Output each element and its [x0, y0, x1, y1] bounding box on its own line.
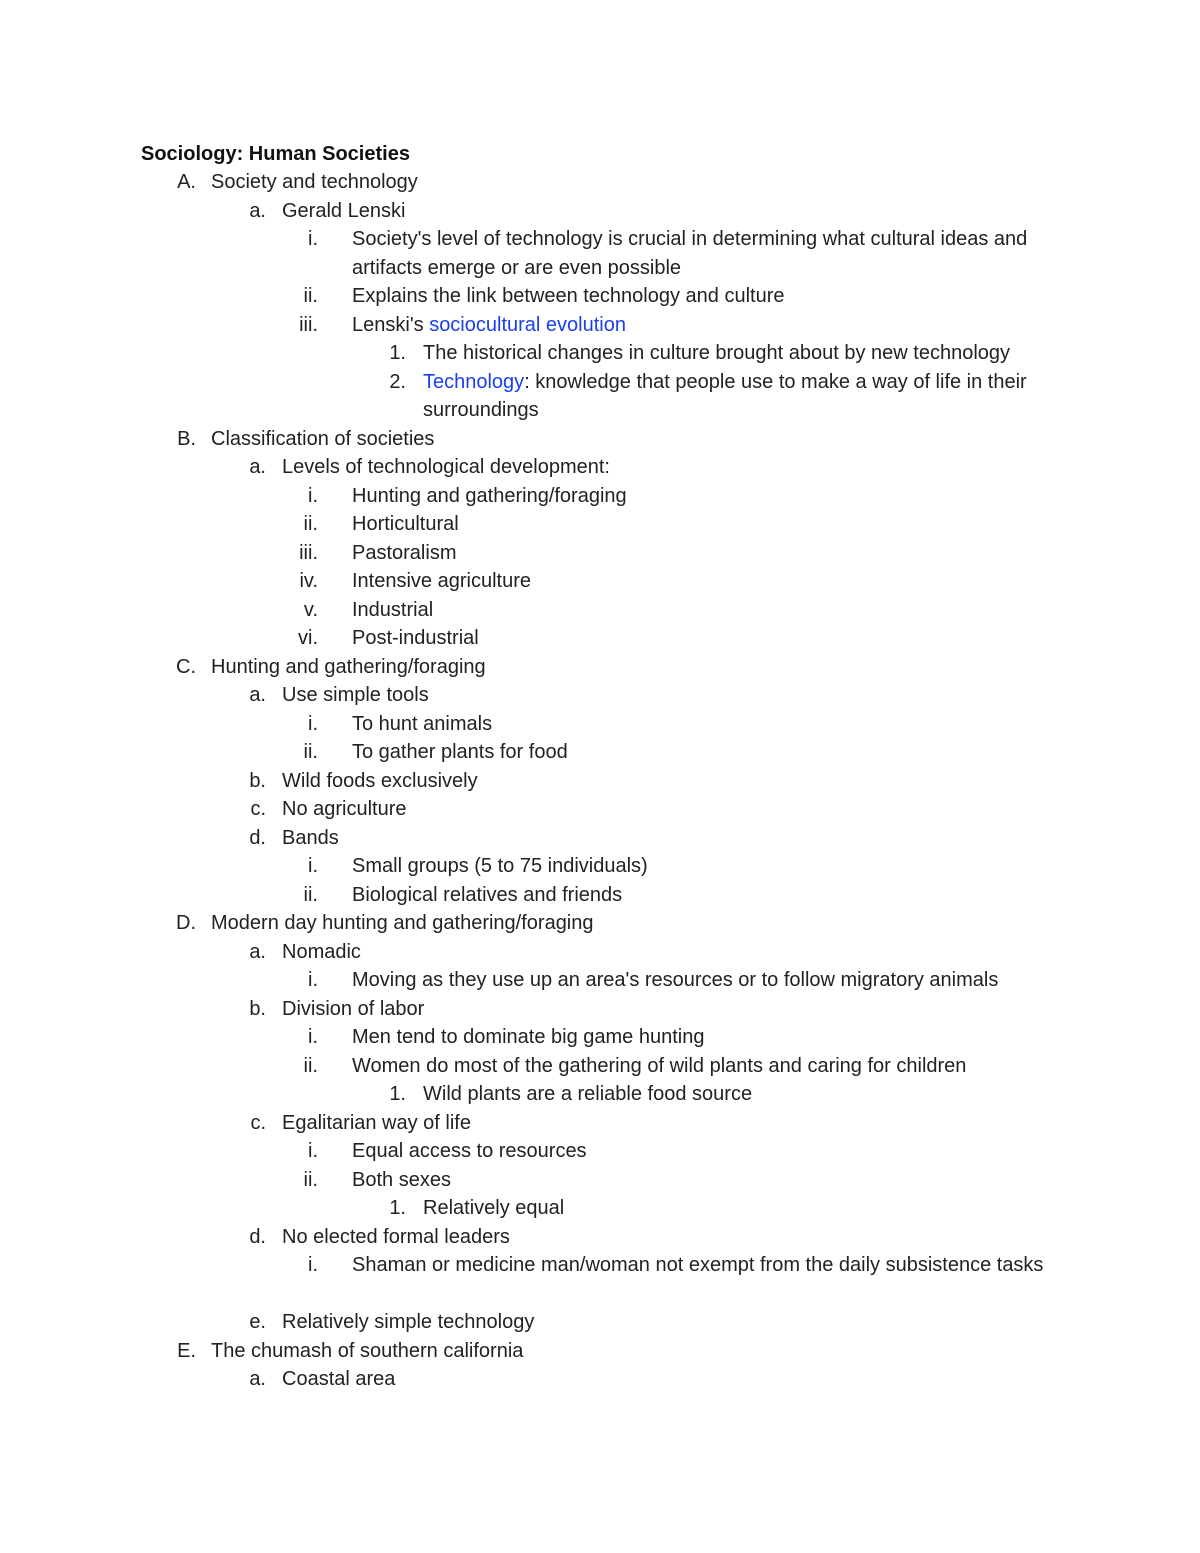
list-marker: ii. — [303, 513, 318, 535]
list-marker: a. — [249, 199, 266, 222]
outline-item — [0, 1109, 1200, 1138]
document-title: Sociology: Human Societies — [141, 143, 410, 165]
outline-item — [0, 852, 1200, 881]
list-marker: d. — [249, 1225, 266, 1248]
outline-item — [0, 453, 1200, 482]
list-marker: iv. — [299, 570, 318, 592]
list-marker: 1. — [389, 342, 406, 364]
list-marker: i. — [308, 969, 318, 991]
outline-item — [0, 339, 1200, 368]
outline-item — [0, 1080, 1200, 1109]
list-marker: iii. — [299, 541, 318, 564]
outline-item — [0, 225, 1200, 282]
outline-item — [0, 197, 1200, 226]
list-item-text: Shaman or medicine man/woman not exempt from the daily subsistence tasks — [352, 1254, 1044, 1276]
list-marker: D. — [176, 912, 196, 934]
list-marker: C. — [176, 655, 196, 678]
outline-item — [0, 510, 1200, 539]
list-item-text: Classification of societies — [211, 427, 435, 450]
outline-item — [0, 1137, 1200, 1166]
list-marker: B. — [177, 427, 196, 450]
list-marker: i. — [308, 228, 318, 250]
list-item-text: Horticultural — [352, 513, 459, 535]
list-marker: i. — [308, 855, 318, 877]
list-item-text: To gather plants for food — [352, 741, 568, 763]
outline-item — [0, 738, 1200, 767]
list-marker: A. — [177, 171, 196, 193]
outline-item — [0, 681, 1200, 710]
list-marker: i. — [308, 1026, 318, 1048]
list-marker: a. — [249, 1368, 266, 1390]
outline-item — [0, 282, 1200, 311]
list-item-text: Division of labor — [282, 997, 425, 1020]
list-marker: 1. — [389, 1083, 406, 1105]
list-item-text: Intensive agriculture — [352, 570, 531, 592]
list-item-text: Relatively simple technology — [282, 1311, 535, 1333]
list-item-text: Hunting and gathering/foraging — [211, 655, 486, 678]
outline-item — [0, 425, 1200, 454]
list-item-text: Nomadic — [282, 940, 361, 963]
list-item-text: Equal access to resources — [352, 1140, 587, 1162]
list-item-text: Pastoralism — [352, 541, 457, 564]
outline-item — [0, 1337, 1200, 1366]
list-marker: i. — [308, 1140, 318, 1162]
list-marker: ii. — [303, 1054, 318, 1077]
term-link[interactable]: sociocultural evolution — [429, 313, 626, 336]
list-item-text: Society's level of technology is crucial in determining what cultural ideas and artifacts emerge or are even possible — [352, 228, 1028, 279]
list-item-text: No agriculture — [282, 798, 407, 820]
list-marker: iii. — [299, 313, 318, 336]
outline-item — [0, 1308, 1200, 1337]
list-item-text: The chumash of southern california — [211, 1339, 524, 1362]
outline-item — [0, 1223, 1200, 1252]
list-marker: i. — [308, 484, 318, 507]
list-marker: E. — [177, 1339, 196, 1362]
list-item-text: Small groups (5 to 75 individuals) — [352, 855, 648, 877]
list-marker: ii. — [303, 285, 318, 307]
list-marker: 1. — [389, 1197, 406, 1219]
list-item-text: Both sexes — [352, 1168, 451, 1191]
list-marker: a. — [249, 684, 266, 706]
list-marker: e. — [249, 1311, 266, 1333]
list-item-text: The historical changes in culture brought about by new technology — [423, 342, 1011, 364]
list-item-text: Moving as they use up an area's resources or to follow migratory animals — [352, 969, 999, 991]
outline-item — [0, 1251, 1200, 1308]
list-marker: c. — [250, 1111, 266, 1134]
list-item-text: Levels of technological development: — [282, 456, 610, 478]
outline-item — [0, 909, 1200, 938]
outline-item — [0, 995, 1200, 1024]
list-item-text: Explains the link between technology and culture — [352, 285, 785, 307]
outline-item — [0, 710, 1200, 739]
outline-item — [0, 539, 1200, 568]
outline-item — [0, 311, 1200, 340]
term-link[interactable]: Technology — [423, 370, 525, 393]
list-marker: 2. — [389, 370, 406, 393]
outline-item — [0, 567, 1200, 596]
list-marker: a. — [249, 940, 266, 963]
outline-item — [0, 824, 1200, 853]
list-item-text: Men tend to dominate big game hunting — [352, 1026, 705, 1048]
list-item-text: Society and technology — [211, 171, 418, 193]
list-item-text: Egalitarian way of life — [282, 1111, 471, 1134]
list-marker: i. — [308, 1254, 318, 1276]
list-item-text: Biological relatives and friends — [352, 883, 623, 906]
list-item-text: Post-industrial — [352, 627, 479, 649]
list-item-text: Wild plants are a reliable food source — [423, 1083, 753, 1105]
list-item-text: Modern day hunting and gathering/foraging — [211, 912, 594, 934]
list-item-text: Bands — [282, 826, 339, 849]
outline-item — [0, 1194, 1200, 1223]
list-marker: a. — [249, 456, 266, 478]
list-item-text: Hunting and gathering/foraging — [352, 484, 627, 507]
outline-item — [0, 1365, 1200, 1394]
list-marker: b. — [249, 997, 266, 1020]
list-item-text — [352, 311, 1072, 340]
outline-item — [0, 1052, 1200, 1081]
outline-item — [0, 368, 1200, 425]
list-item-text: Use simple tools — [282, 684, 429, 706]
outline-item — [0, 1023, 1200, 1052]
list-item-text: Gerald Lenski — [282, 199, 406, 222]
outline-item — [0, 482, 1200, 511]
outline-item — [0, 596, 1200, 625]
list-marker: vi. — [298, 627, 318, 649]
list-item-text: Women do most of the gathering of wild plants and caring for children — [352, 1054, 967, 1077]
list-marker: c. — [250, 798, 266, 820]
outline-item — [0, 1166, 1200, 1195]
list-marker: ii. — [303, 1168, 318, 1191]
outline-item — [0, 795, 1200, 824]
list-marker: i. — [308, 712, 318, 735]
outline-item — [0, 624, 1200, 653]
text-before-link: Lenski's — [352, 313, 430, 336]
list-marker: v. — [303, 598, 318, 621]
list-marker: b. — [249, 769, 266, 792]
outline-item — [0, 767, 1200, 796]
list-item-text — [423, 368, 1073, 425]
list-marker: d. — [249, 826, 266, 849]
outline-item — [0, 168, 1200, 197]
list-item-text: Industrial — [352, 598, 434, 621]
text-after-link: : knowledge that people use to make a way of life in their surroundings — [423, 370, 1027, 421]
outline-item — [0, 966, 1200, 995]
outline-item — [0, 653, 1200, 682]
outline-list — [0, 168, 1200, 1394]
list-item-text: Relatively equal — [423, 1197, 565, 1219]
list-item-text: Wild foods exclusively — [282, 769, 478, 792]
outline-item — [0, 881, 1200, 910]
outline-item — [0, 938, 1200, 967]
list-item-text: To hunt animals — [352, 712, 493, 735]
list-marker: ii. — [303, 883, 318, 906]
list-marker: ii. — [303, 741, 318, 763]
list-item-text: Coastal area — [282, 1368, 396, 1390]
list-item-text: No elected formal leaders — [282, 1225, 510, 1248]
